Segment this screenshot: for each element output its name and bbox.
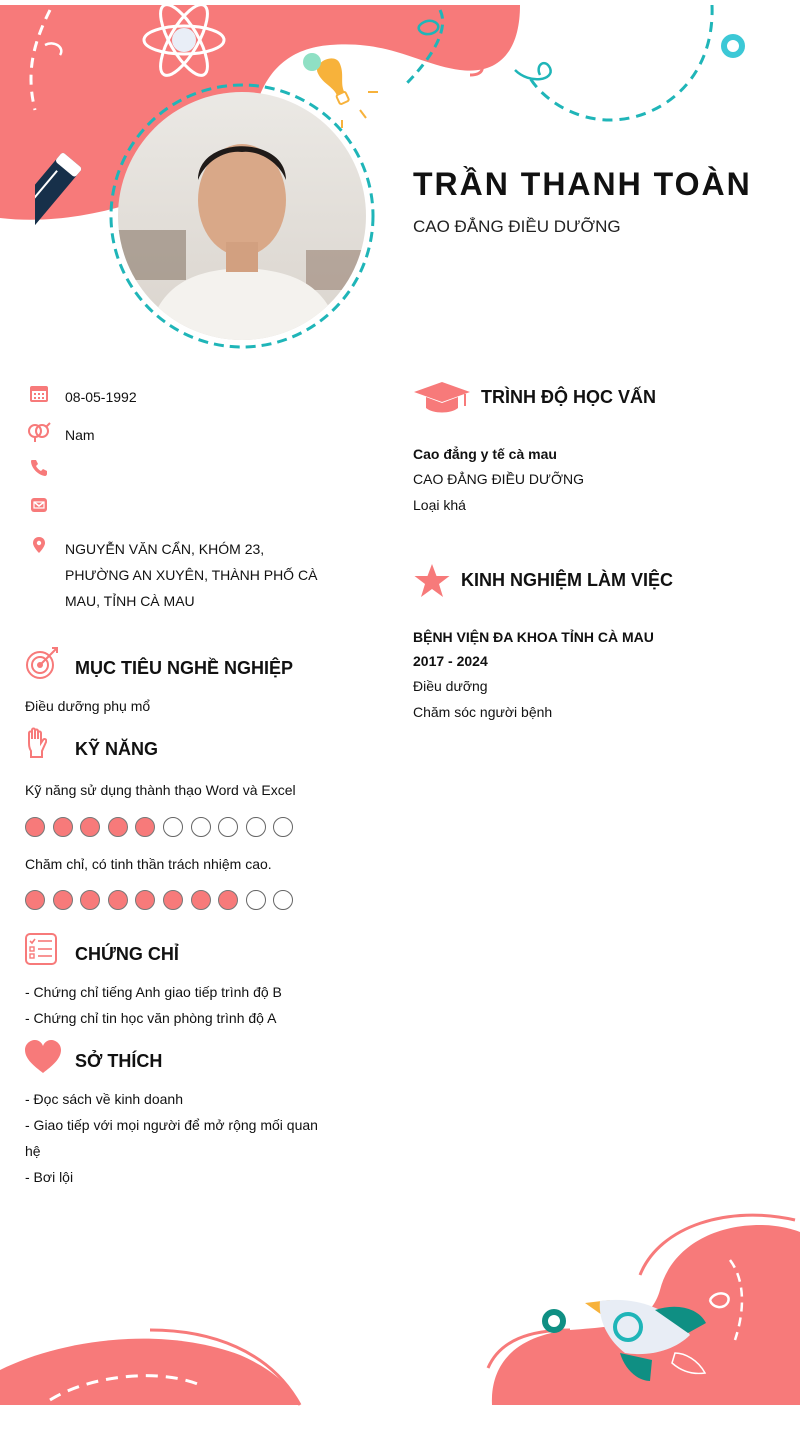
email-row — [25, 496, 325, 514]
heart-icon — [24, 1040, 62, 1074]
skills-title: KỸ NĂNG — [75, 739, 159, 759]
checklist-icon — [25, 933, 57, 965]
education-major: CAO ĐẲNG ĐIỀU DƯỠNG — [413, 471, 584, 487]
rating-dot-filled — [163, 890, 183, 910]
hobby-item: - Bơi lội — [25, 1169, 74, 1185]
education-school: Cao đẳng y tế cà mau — [413, 446, 557, 462]
experience-title: KINH NGHIỆM LÀM VIỆC — [461, 570, 674, 590]
birthdate-row — [25, 384, 325, 410]
email-icon — [25, 496, 53, 514]
star-icon — [413, 563, 451, 599]
gender-icon — [25, 422, 53, 448]
certificate-item: - Chứng chỉ tiếng Anh giao tiếp trình độ B — [25, 984, 282, 1000]
rating-dot-empty — [218, 817, 238, 837]
rating-dot-filled — [108, 890, 128, 910]
rating-dot-empty — [191, 817, 211, 837]
hobby-item: - Giao tiếp với mọi người để mở rộng mối quan hệ — [25, 1117, 318, 1159]
rating-dot-filled — [218, 890, 238, 910]
experience-position: Điều dưỡng — [413, 678, 488, 694]
skill-rating — [25, 817, 293, 837]
objective-text: Điều dưỡng phụ mổ — [25, 698, 151, 714]
rating-dot-empty — [273, 817, 293, 837]
hobby-item: - Đọc sách về kinh doanh — [25, 1091, 183, 1107]
location-icon — [25, 536, 53, 614]
rating-dot-filled — [25, 817, 45, 837]
birthdate: 08-05-1992 — [65, 389, 137, 405]
experience-period: 2017 - 2024 — [413, 653, 488, 669]
certificates-title: CHỨNG CHỈ — [75, 944, 179, 964]
skill-name: Chăm chỉ, có tinh thần trách nhiệm cao. — [25, 856, 272, 872]
rating-dot-filled — [135, 817, 155, 837]
full-name: TRẦN THANH TOÀN — [413, 166, 752, 202]
profile-photo — [106, 80, 378, 352]
rating-dot-filled — [80, 890, 100, 910]
phone-icon — [25, 458, 53, 476]
graduation-cap-icon — [413, 380, 471, 416]
rating-dot-filled — [135, 890, 155, 910]
objective-title: MỤC TIÊU NGHỀ NGHIỆP — [75, 658, 294, 678]
rating-dot-filled — [53, 890, 73, 910]
experience-description: Chăm sóc người bệnh — [413, 704, 553, 720]
education-title: TRÌNH ĐỘ HỌC VẤN — [481, 387, 656, 407]
experience-company: BỆNH VIỆN ĐA KHOA TỈNH CÀ MAU — [413, 629, 654, 645]
education-grade: Loại khá — [413, 497, 466, 513]
certificate-item: - Chứng chỉ tin học văn phòng trình độ A — [25, 1010, 277, 1026]
rating-dot-empty — [246, 890, 266, 910]
rocket-icon — [580, 1295, 710, 1387]
atom-icon — [140, 2, 228, 82]
job-title: CAO ĐẲNG ĐIỀU DƯỠNG — [413, 217, 621, 236]
skill-rating — [25, 890, 293, 910]
rating-dot-filled — [25, 890, 45, 910]
rating-dot-filled — [108, 817, 128, 837]
rating-dot-filled — [80, 817, 100, 837]
address: NGUYỄN VĂN CẨN, KHÓM 23, PHƯỜNG AN XUYÊN, THÀNH PHỐ CÀ MAU, TỈNH CÀ MAU — [65, 541, 318, 609]
hand-icon — [25, 727, 47, 759]
gender-row — [25, 422, 325, 448]
gender: Nam — [65, 427, 95, 443]
target-icon — [25, 646, 59, 680]
rating-dot-filled — [53, 817, 73, 837]
phone-row — [25, 458, 325, 476]
rating-dot-empty — [246, 817, 266, 837]
hobbies-title: SỞ THÍCH — [75, 1051, 163, 1071]
address-row — [25, 536, 325, 614]
rating-dot-empty — [273, 890, 293, 910]
rating-dot-filled — [191, 890, 211, 910]
skill-name: Kỹ năng sử dụng thành thạo Word và Excel — [25, 782, 296, 798]
rating-dot-empty — [163, 817, 183, 837]
calendar-icon — [25, 384, 53, 410]
